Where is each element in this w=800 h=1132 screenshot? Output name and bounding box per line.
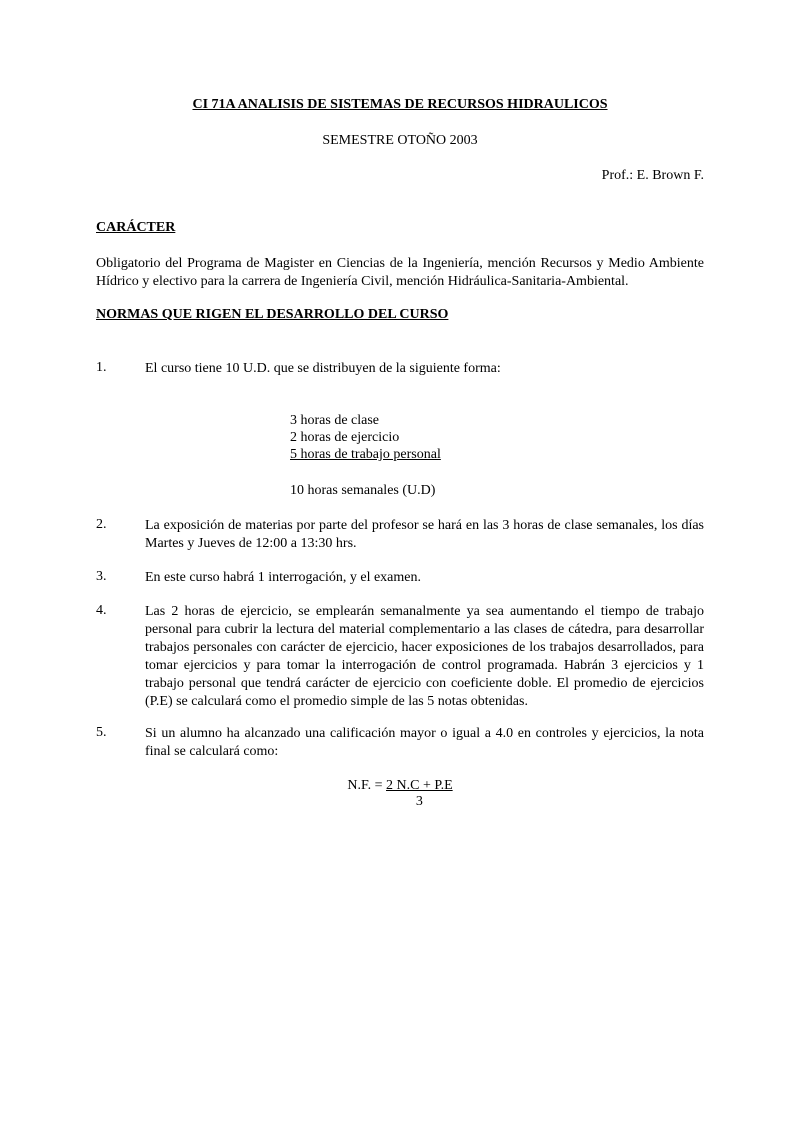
professor-label: Prof.: E. Brown F. [601, 168, 704, 183]
course-title: CI 71A ANALISIS DE SISTEMAS DE RECURSOS HIDRAULICOS [192, 97, 608, 112]
item-number: 4. [96, 603, 107, 618]
hours-exercise: 2 horas de ejercicio [290, 430, 400, 445]
final-grade-formula [0, 778, 800, 810]
caracter-heading: CARÁCTER [96, 220, 176, 235]
item-text: La exposición de materias por parte del profesor se hará en las 3 horas de clase semanales, los días Martes y Jueves de 12:00 a 13:30 hrs. [145, 518, 704, 551]
item-number: 2. [96, 517, 107, 532]
item-text: El curso tiene 10 U.D. que se distribuyen de la siguiente forma: [145, 361, 501, 376]
hours-class: 3 horas de clase [290, 413, 380, 428]
hours-personal: 5 horas de trabajo personal [290, 447, 441, 462]
item-number: 3. [96, 569, 107, 584]
formula-fraction [386, 778, 453, 810]
caracter-paragraph: Obligatorio del Programa de Magister en Ciencias de la Ingeniería, mención Recursos y Medio Ambiente Hídrico y electivo para la carrera de Ingeniería Civil, mención Hidráulica-Sanitaria-Ambiental. [96, 256, 704, 289]
hours-total: 10 horas semanales (U.D) [290, 483, 436, 498]
semester-label: SEMESTRE OTOÑO 2003 [322, 133, 478, 148]
formula-numerator: 2 N.C + P.E [386, 778, 453, 793]
item-text: En este curso habrá 1 interrogación, y el examen. [145, 570, 422, 585]
formula-lhs: N.F. = [347, 778, 387, 793]
item-text: Si un alumno ha alcanzado una calificación mayor o igual a 4.0 en controles y ejercicios, la nota final se calculará como: [145, 726, 704, 759]
item-text: Las 2 horas de ejercicio, se emplearán semanalmente ya sea aumentando el tiempo de trabajo personal para cubrir la lectura del material complementario a las clases de cátedra, para desarrollar trabajos personales con carácter de ejercicio, hacer exposiciones de los trabajos desarrollados, para tomar ejercicios y para tomar la interrogación de control programada. Habrán 3 ejercicios y 1 trabajo personal que tendrá carácter de ejercicio con coeficiente doble. El promedio de ejercicios (P.E) se calculará como el promedio simple de las 5 notas obtenidas. [145, 604, 704, 709]
formula-denominator: 3 [415, 794, 423, 809]
item-number: 1. [96, 360, 107, 375]
normas-heading: NORMAS QUE RIGEN EL DESARROLLO DEL CURSO [96, 307, 449, 322]
hours-breakdown [290, 412, 441, 463]
item-number: 5. [96, 725, 107, 740]
